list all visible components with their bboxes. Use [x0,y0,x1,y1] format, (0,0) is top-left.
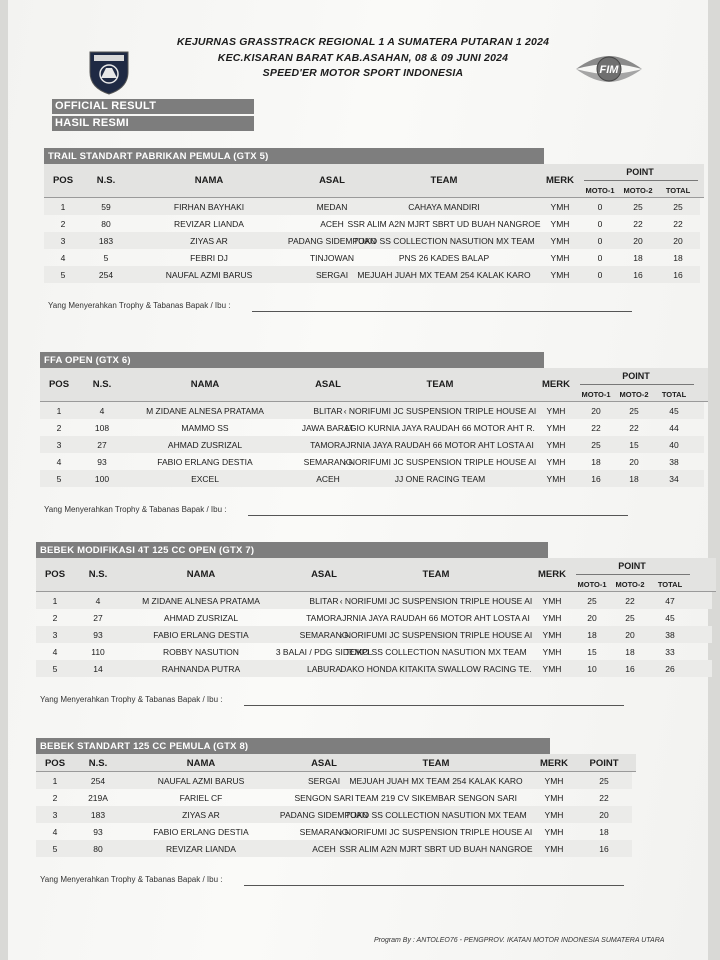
cell-asal: SENGON SARI [294,793,354,803]
category-title: TRAIL STANDART PABRIKAN PEMULA (GTX 5) [44,148,544,164]
cell-merk: YMH [550,219,570,229]
cell-m2: 16 [625,664,635,674]
cell-total: 40 [669,440,679,450]
cell-nama: NAUFAL AZMI BARUS [157,776,245,786]
cell-pos: 3 [52,810,58,820]
cell-team: TOKO SS COLLECTION NASUTION MX TEAM [345,810,527,820]
cell-asal: PADANG SIDEMPUAN [279,810,369,820]
cell-merk: YMH [542,647,562,657]
imi-sumut-logo [84,46,134,96]
cell-ns: 108 [94,423,110,433]
trophy-label: Yang Menyerahkan Trophy & Tabanas Bapak / Ibu : [40,875,223,884]
cell-merk: YMH [544,844,564,854]
cell-asal: TINJOWAN [309,253,355,263]
table-row [40,453,704,470]
cell-point: 25 [599,776,609,786]
category-title: BEBEK STANDART 125 CC PEMULA (GTX 8) [36,738,550,754]
fim-logo-text: FIM [599,64,619,76]
cell-team: ‹ NORIFUMI JC SUSPENSION TRIPLE HOUSE AI [343,406,537,416]
cell-pos: 3 [52,630,58,640]
cell-asal: SEMARANG [303,457,353,467]
cell-team: PNS 26 KADES BALAP [398,253,490,263]
table-row [40,436,704,453]
cell-asal: ACEH [320,219,344,229]
column-header-pos: POS [48,379,70,390]
cell-merk: YMH [542,630,562,640]
cell-merk: YMH [546,406,566,416]
cell-pos: 3 [60,236,66,246]
signature-line [248,515,628,516]
column-header-nama: NAMA [194,175,224,186]
cell-team: JRNIA JAYA RAUDAH 66 MOTOR AHT LOSTA AI [342,613,530,623]
cell-merk: YMH [550,202,570,212]
cell-pos: 2 [60,219,66,229]
cell-total: 47 [665,596,675,606]
cell-pos: 1 [52,596,58,606]
cell-asal: 3 BALAI / PDG SIDEMPL [275,647,373,657]
cell-ns: 27 [93,613,103,623]
signature-line [244,885,624,886]
cell-asal: JAWA BARAT [301,423,355,433]
cell-total: 45 [665,613,675,623]
cell-nama: FEBRI DJ [190,253,228,263]
column-header-merk: MERK [538,569,566,580]
column-header-asal: ASAL [311,569,337,580]
cell-team: JJ ONE RACING TEAM [394,474,486,484]
column-header-point: POINT [618,561,646,571]
column-header-merk: MERK [540,758,568,769]
column-header-total: TOTAL [657,580,683,589]
cell-m1: 22 [591,423,601,433]
column-header-total: TOTAL [665,186,691,195]
cell-merk: YMH [546,474,566,484]
column-header-point: POINT [589,758,619,769]
cell-team: ‹ NORIFUMI JC SUSPENSION TRIPLE HOUSE AI [339,630,533,640]
column-header-ns: N.S. [96,175,116,186]
cell-ns: 93 [97,457,107,467]
column-header-moto1: MOTO-1 [585,186,615,195]
cell-ns: 80 [93,844,103,854]
cell-merk: YMH [546,440,566,450]
cell-ns: 80 [101,219,111,229]
table-row [36,643,712,660]
cell-pos: 1 [56,406,62,416]
column-header-ns: N.S. [88,569,108,580]
cell-ns: 5 [103,253,109,263]
cell-merk: YMH [544,776,564,786]
event-title: KEJURNAS GRASSTRACK REGIONAL 1 A SUMATERA PUTARAN 1 2024 [176,36,550,48]
cell-team: ‹ NORIFUMI JC SUSPENSION TRIPLE HOUSE AI [339,827,533,837]
trophy-handover [40,501,708,521]
cell-merk: YMH [544,810,564,820]
point-divider [580,384,694,385]
cell-team: SSR ALIM A2N MJRT SBRT UD BUAH NANGROE [347,219,541,229]
cell-m1: 0 [597,236,603,246]
table-row [36,823,632,840]
cell-m1: 0 [597,219,603,229]
cell-asal: SERGAI [307,776,341,786]
column-header-team: TEAM [422,758,450,769]
cell-m1: 10 [587,664,597,674]
cell-asal: ACEH [316,474,340,484]
result-section [44,148,704,317]
column-header-pos: POS [44,569,66,580]
footer-credit: Program By : ANTOLEO76 - PENGPROV. IKATAN MOTOR INDONESIA SUMATERA UTARA [374,937,665,944]
cell-team: LGIO KURNIA JAYA RAUDAH 66 MOTOR AHT R. [345,423,535,433]
cell-asal: SERGAI [315,270,349,280]
trophy-label: Yang Menyerahkan Trophy & Tabanas Bapak / Ibu : [40,695,223,704]
cell-ns: 110 [91,647,105,657]
cell-total: 22 [673,219,683,229]
cell-team: MEJUAH JUAH MX TEAM 254 KALAK KARO [357,270,531,280]
signature-line [252,311,632,312]
category-title: FFA OPEN (GTX 6) [40,352,544,368]
cell-nama: EXCEL [191,474,219,484]
cell-pos: 2 [52,793,58,803]
cell-pos: 1 [60,202,66,212]
column-header-team: TEAM [426,379,454,390]
cell-ns: 93 [93,827,103,837]
cell-pos: 4 [52,827,58,837]
cell-asal: TAMORA [306,613,342,623]
cell-m1: 0 [597,202,603,212]
cell-total: 16 [673,270,683,280]
cell-asal: SEMARANG [299,630,349,640]
cell-pos: 5 [60,270,66,280]
cell-asal: SEMARANG [299,827,349,837]
cell-asal: PADANG SIDEMPUAN [287,236,377,246]
cell-m1: 18 [587,630,597,640]
column-header-team: TEAM [430,175,458,186]
cell-m2: 20 [629,457,639,467]
hasil-resmi-label: HASIL RESMI [52,116,254,131]
cell-nama: REVIZAR LIANDA [174,219,244,229]
cell-nama: REVIZAR LIANDA [166,844,236,854]
event-organizer: SPEED'ER MOTOR SPORT INDONESIA [262,67,464,79]
cell-asal: MEDAN [316,202,348,212]
cell-merk: YMH [550,270,570,280]
cell-merk: YMH [550,236,570,246]
table-row [36,840,632,857]
cell-point: 20 [599,810,609,820]
cell-pos: 2 [52,613,58,623]
fim-logo [574,52,644,86]
cell-ns: 254 [90,776,106,786]
cell-m2: 20 [633,236,643,246]
table-row [36,626,712,643]
cell-total: 44 [669,423,679,433]
cell-m1: 15 [587,647,597,657]
cell-ns: 183 [98,236,114,246]
column-header-point: POINT [626,167,654,177]
table-row [40,402,704,419]
table-row [36,772,632,789]
cell-nama: FABIO ERLANG DESTIA [153,827,249,837]
table-header [36,754,636,772]
cell-nama: M ZIDANE ALNESA PRATAMA [142,596,260,606]
cell-ns: 27 [97,440,107,450]
trophy-handover [36,871,636,891]
cell-pos: 5 [52,664,58,674]
column-header-team: TEAM [422,569,450,580]
cell-m2: 22 [629,423,639,433]
cell-m2: 22 [625,596,635,606]
cell-team: ‹ NORIFUMI JC SUSPENSION TRIPLE HOUSE AI [343,457,537,467]
column-header-moto1: MOTO-1 [577,580,607,589]
table-row [44,232,700,249]
column-header-moto2: MOTO-2 [619,390,649,399]
cell-m1: 25 [587,596,597,606]
column-header-asal: ASAL [319,175,345,186]
table-row [40,470,704,487]
cell-team: ‹ NORIFUMI JC SUSPENSION TRIPLE HOUSE AI [339,596,533,606]
cell-nama: AHMAD ZUSRIZAL [163,613,239,623]
cell-m1: 20 [591,406,601,416]
table-row [36,789,632,806]
cell-total: 38 [669,457,679,467]
result-sheet [8,0,708,960]
event-location: KEC.KISARAN BARAT KAB.ASAHAN, 08 & 09 JUNI 2024 [217,52,509,64]
cell-m2: 25 [633,202,643,212]
cell-nama: ZIYAS AR [182,810,220,820]
cell-ns: 93 [93,630,103,640]
table-header [40,368,708,402]
table-row [44,198,700,215]
column-header-nama: NAMA [186,569,216,580]
result-section [40,352,708,521]
trophy-handover [44,297,704,317]
cell-merk: YMH [544,827,564,837]
cell-nama: ROBBY NASUTION [163,647,239,657]
trophy-label: Yang Menyerahkan Trophy & Tabanas Bapak / Ibu : [44,505,227,514]
result-section [36,738,636,891]
cell-m1: 25 [591,440,601,450]
cell-total: 38 [665,630,675,640]
cell-m2: 25 [629,406,639,416]
table-row [36,660,712,677]
cell-pos: 4 [60,253,66,263]
cell-m1: 16 [591,474,601,484]
column-header-nama: NAMA [186,758,216,769]
cell-total: 26 [665,664,675,674]
cell-nama: FABIO ERLANG DESTIA [153,630,249,640]
trophy-label: Yang Menyerahkan Trophy & Tabanas Bapak / Ibu : [48,301,231,310]
cell-team: TOKO SS COLLECTION NASUTION MX TEAM [353,236,535,246]
signature-line [244,705,624,706]
table-row [36,609,712,626]
trophy-handover [36,691,716,711]
table-row [44,215,700,232]
cell-pos: 3 [56,440,62,450]
result-section [36,542,716,711]
cell-total: 25 [673,202,683,212]
cell-total: 33 [665,647,675,657]
cell-total: 34 [669,474,679,484]
cell-ns: 100 [94,474,110,484]
point-divider [584,180,698,181]
table-header [36,558,716,592]
column-header-nama: NAMA [190,379,220,390]
column-header-pos: POS [44,758,66,769]
column-header-pos: POS [52,175,74,186]
cell-merk: YMH [546,423,566,433]
cell-nama: RAHNANDA PUTRA [161,664,241,674]
cell-team: SSR ALIM A2N MJRT SBRT UD BUAH NANGROE [339,844,533,854]
table-row [36,592,712,609]
cell-m1: 18 [591,457,601,467]
cell-ns: 4 [95,596,101,606]
cell-nama: NAUFAL AZMI BARUS [165,270,253,280]
cell-team: CAHAYA MANDIRI [408,202,480,212]
column-header-merk: MERK [542,379,570,390]
cell-m2: 15 [629,440,639,450]
column-header-moto1: MOTO-1 [581,390,611,399]
cell-asal: ACEH [312,844,336,854]
table-row [44,249,700,266]
cell-m2: 16 [633,270,643,280]
cell-pos: 5 [52,844,58,854]
cell-asal: LABURA [306,664,341,674]
cell-nama: FIRHAN BAYHAKI [173,202,245,212]
cell-nama: AHMAD ZUSRIZAL [167,440,243,450]
cell-pos: 1 [52,776,58,786]
cell-ns: 219A [88,793,108,803]
column-header-asal: ASAL [315,379,341,390]
cell-pos: 5 [56,474,62,484]
cell-team: MEJUAH JUAH MX TEAM 254 KALAK KARO [349,776,523,786]
cell-merk: YMH [544,793,564,803]
cell-m2: 18 [633,253,643,263]
cell-m1: 20 [587,613,597,623]
cell-team: DAKO HONDA KITAKITA SWALLOW RACING TE. [340,664,532,674]
cell-nama: ZIYAS AR [190,236,228,246]
point-divider [576,574,690,575]
cell-nama: FARIEL CF [179,793,223,803]
column-header-merk: MERK [546,175,574,186]
cell-pos: 4 [52,647,58,657]
cell-ns: 59 [101,202,111,212]
cell-team: TOKO SS COLLECTION NASUTION MX TEAM [345,647,527,657]
cell-m1: 0 [597,253,603,263]
cell-merk: YMH [550,253,570,263]
cell-total: 20 [673,236,683,246]
official-result-label: OFFICIAL RESULT [52,99,254,114]
cell-m2: 18 [625,647,635,657]
column-header-moto2: MOTO-2 [615,580,645,589]
cell-point: 18 [599,827,609,837]
column-header-asal: ASAL [311,758,337,769]
cell-total: 45 [669,406,679,416]
cell-nama: FABIO ERLANG DESTIA [157,457,253,467]
category-title: BEBEK MODIFIKASI 4T 125 CC OPEN (GTX 7) [36,542,548,558]
cell-ns: 183 [90,810,106,820]
cell-pos: 4 [56,457,62,467]
cell-asal: TAMORA [310,440,346,450]
cell-nama: MAMMO SS [181,423,229,433]
table-header [44,164,704,198]
cell-ns: 14 [93,664,103,674]
cell-nama: M ZIDANE ALNESA PRATAMA [146,406,264,416]
column-header-total: TOTAL [661,390,687,399]
cell-merk: YMH [542,596,562,606]
cell-team: JRNIA JAYA RAUDAH 66 MOTOR AHT LOSTA AI [346,440,534,450]
column-header-ns: N.S. [92,379,112,390]
cell-m2: 25 [625,613,635,623]
table-row [44,266,700,283]
cell-point: 16 [599,844,609,854]
cell-pos: 2 [56,423,62,433]
cell-asal: BLITAR [309,596,339,606]
cell-merk: YMH [542,664,562,674]
cell-m1: 0 [597,270,603,280]
column-header-ns: N.S. [88,758,108,769]
column-header-point: POINT [622,371,650,381]
cell-point: 22 [599,793,609,803]
cell-merk: YMH [546,457,566,467]
cell-merk: YMH [542,613,562,623]
cell-m2: 18 [629,474,639,484]
cell-ns: 254 [98,270,114,280]
cell-m2: 22 [633,219,643,229]
cell-ns: 4 [99,406,105,416]
column-header-moto2: MOTO-2 [623,186,653,195]
table-row [40,419,704,436]
table-row [36,806,632,823]
cell-m2: 20 [625,630,635,640]
cell-asal: BLITAR [313,406,343,416]
cell-team: TEAM 219 CV SIKEMBAR SENGON SARI [354,793,517,803]
cell-total: 18 [673,253,683,263]
